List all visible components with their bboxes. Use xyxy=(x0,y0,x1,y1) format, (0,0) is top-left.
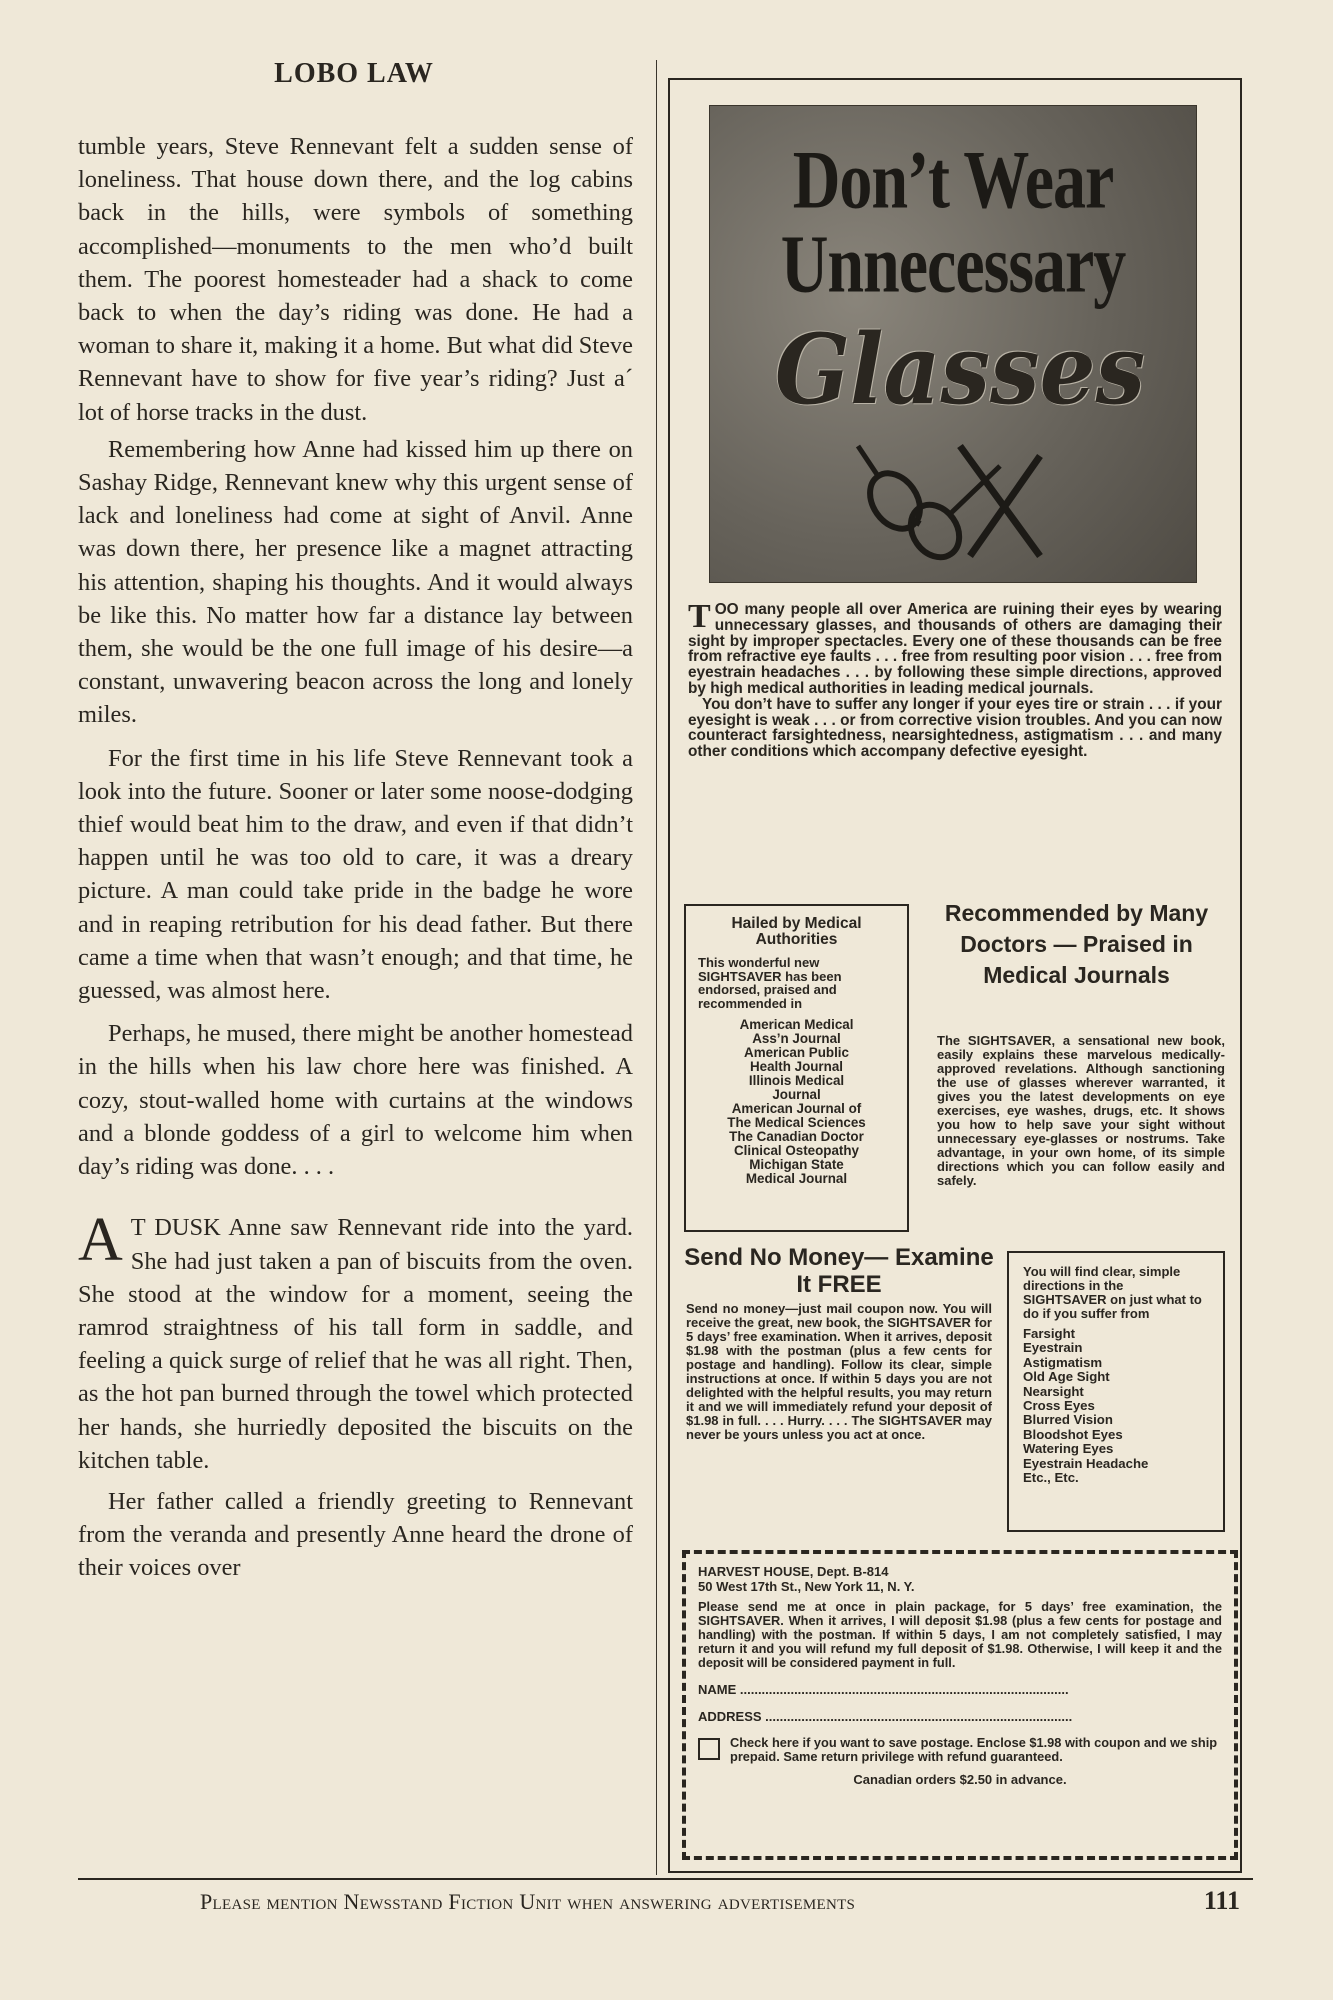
journal-item: Illinois Medical xyxy=(748,1073,845,1088)
story-paragraph-dropcap xyxy=(78,1206,633,1477)
journal-item: The Medical Sciences xyxy=(727,1115,866,1130)
story-paragraph: Remembering how Anne had kissed him up there on Sashay Ridge, Rennevant knew why this urgent sense of lack and loneliness had come at sight of Anvil. Anne was down there, her presence like a magnet attracting his attention, shaping his thoughts. And it would always be like this. No matter how far a distance lay between them, she would be the one full image of his desire—a constant, unwavering beacon across the long and lonely miles. xyxy=(78,435,633,729)
condition-item: Farsight xyxy=(1023,1326,1076,1341)
journal-item: Clinical Osteopathy xyxy=(733,1143,859,1158)
name-field[interactable]: NAME ........................................................................................... xyxy=(698,1682,1069,1697)
coupon-address: 50 West 17th St., New York 11, N. Y. xyxy=(698,1579,915,1594)
conditions-box xyxy=(1007,1251,1225,1532)
footer-note: Please mention Newsstand Fiction Unit when answering advertisements xyxy=(200,1889,856,1914)
journal-item: Michigan State xyxy=(749,1157,844,1172)
postage-option xyxy=(698,1736,1222,1764)
condition-item: Watering Eyes xyxy=(1023,1441,1114,1457)
story-column xyxy=(78,130,633,1585)
condition-item: Eyestrain Headache xyxy=(1023,1455,1149,1471)
hailed-box xyxy=(684,904,909,1232)
journal-item: Health Journal xyxy=(749,1059,843,1074)
journal-list xyxy=(698,1018,895,1186)
condition-item: Astigmatism xyxy=(1023,1354,1103,1370)
story-paragraph: For the first time in his life Steve Rennevant took a look into the future. Sooner or later some noose-dodging thief would beat him to the draw, and even if that didn’t happen until he was too old to care, it was a dreary picture. A man could take pride in the badge he wore and in reaping retribution for his dead father. But there came a time when that wasn’t enough; and that time, he guessed, was almost here. xyxy=(78,744,633,1005)
column-divider xyxy=(656,60,657,1875)
story-paragraph: Perhaps, he mused, there might be another homestead in the hills when his law chore here was finished. A cozy, stout-walled home with curtains at the windows and a blonde goddess of a girl to welcome him when day’s riding was done. . . . xyxy=(78,1020,633,1181)
banner-headline-1: Don’t Wear xyxy=(792,134,1114,226)
postage-option-text: Check here if you want to save postage. Enclose $1.98 with coupon and we ship prepaid. Same return privilege with refund guaranteed. xyxy=(730,1735,1218,1764)
journal-item: American Public xyxy=(744,1045,849,1060)
page-number: 111 xyxy=(1203,1886,1240,1915)
hailed-title: Hailed by Medical Authorities xyxy=(731,915,862,948)
hailed-description: This wonderful new SIGHTSAVER has been endorsed, praised and recommended in xyxy=(698,955,842,1011)
recommended-body: The SIGHTSAVER, a sensational new book, easily explains these marvelous medically-approved revelations. Although sanctioning the use of glasses wherever warranted, it gives you the latest developments on eye exercises, eye washes, drugs, etc. It shows you how to help save your sight without unnecessary eye-glasses or nostrums. Take advantage, in your own home, of its simple directions which you can follow easily and safely. xyxy=(937,1033,1225,1188)
address-field[interactable]: ADDRESS ..................................................................................... xyxy=(698,1709,1073,1724)
story-paragraph-text: T DUSK Anne saw Rennevant ride into the yard. She had just taken a pan of biscuits from the oven. She stood at the window for a moment, seeing the ramrod straightness of his tall form in saddle, and feeling a quick surge of relief that he was all right. Then, as the hot pan burned through the towel which protected her hands, she hurriedly deposited the biscuits on the kitchen table. xyxy=(78,1214,633,1474)
ad-drop-cap: T xyxy=(688,598,711,635)
crossed-glasses-icon xyxy=(850,426,1050,566)
ad-paragraph-text: OO many people all over America are ruining their eyes by wearing unnecessary glasses, and thousands of others are damaging their sight by improper spectacles. Every one of these thousands can be free from refractive eye faults . . . free from resulting poor vision . . . free from eyestrain headaches . . . by following these simple directions, approved by high medical authorities in leading medical journals. xyxy=(688,601,1222,697)
condition-item: Nearsight xyxy=(1023,1383,1084,1399)
ad-paragraph xyxy=(688,598,1222,697)
postage-checkbox[interactable] xyxy=(698,1738,720,1760)
conditions-intro: You will find clear, simple directions in the SIGHTSAVER on just what to do if you suffer from xyxy=(1023,1264,1202,1321)
coupon-text: Please send me at once in plain package, for 5 days’ free examination, the SIGHTSAVER. When it arrives, I will deposit $1.98 (plus a few cents for postage and handling) with the postman. If within 5 days, I am not completely satisfied, I may return it and you will refund my full deposit of $1.98. Otherwise, I will keep it and the deposit will be considered payment in full. xyxy=(698,1599,1222,1670)
running-head: LOBO LAW xyxy=(274,58,434,89)
ad-banner xyxy=(709,105,1197,583)
journal-item: Medical Journal xyxy=(745,1171,848,1186)
story-paragraph: Her father called a friendly greeting to Rennevant from the veranda and presently Anne heard the drone of their voices over xyxy=(78,1487,633,1582)
journal-item: Ass’n Journal xyxy=(752,1031,841,1046)
drop-cap: A xyxy=(78,1206,123,1275)
journal-item: Journal xyxy=(772,1087,821,1102)
send-no-money-heading: Send No Money— Examine It FREE xyxy=(684,1244,994,1298)
banner-headline-2: Unnecessary xyxy=(780,218,1126,310)
journal-item: American Medical xyxy=(739,1017,854,1032)
ad-paragraph: You don’t have to suffer any longer if your eyes tire or strain . . . if your eyesight is weak . . . or from corrective vision troubles. And you can now counteract farsightedness, nearsightedness, astigmatism . . . and many other conditions which accompany defective eyesight. xyxy=(688,695,1222,761)
condition-item: Old Age Sight xyxy=(1023,1369,1110,1385)
condition-item: Cross Eyes xyxy=(1023,1398,1095,1414)
conditions-list xyxy=(1023,1327,1209,1485)
story-paragraph: tumble years, Steve Rennevant felt a sudden sense of loneliness. That house down there, and the log cabins back in the hills, were symbols of something accomplished—monuments to the men who’d built them. The poorest homesteader had a shack to come back to when the day’s riding was done. He had a woman to share it, making it a home. But what did Steve Rennevant have to show for five year’s riding? Just a´ lot of horse tracks in the dust. xyxy=(78,133,633,426)
footer-rule xyxy=(78,1878,1253,1880)
journal-item: American Journal of xyxy=(731,1101,862,1116)
condition-item: Bloodshot Eyes xyxy=(1023,1426,1123,1442)
condition-item: Etc., Etc. xyxy=(1023,1470,1079,1486)
ad-body-copy xyxy=(688,598,1222,761)
condition-item: Eyestrain xyxy=(1023,1340,1083,1356)
journal-item: The Canadian Doctor xyxy=(729,1129,864,1144)
condition-item: Blurred Vision xyxy=(1023,1412,1113,1428)
recommended-heading: Recommended by Many Doctors — Praised in Medical Journals xyxy=(944,900,1209,988)
order-coupon xyxy=(682,1550,1238,1860)
send-no-money-body: Send no money—just mail coupon now. You will receive the great, new book, the SIGHTSAVER for 5 days’ free examination. When it arrives, deposit $1.98 with the postman (plus a few cents for postage and handling). Follow its clear, simple instructions at once. If within 5 days you are not delighted with the helpful results, you may return it and we will immediately refund your deposit of $1.98 in full. . . . Hurry. . . . The SIGHTSAVER may never be yours unless you act at once. xyxy=(686,1301,992,1442)
coupon-firm: HARVEST HOUSE, Dept. B-814 xyxy=(698,1564,889,1579)
canadian-orders-note: Canadian orders $2.50 in advance. xyxy=(853,1772,1067,1787)
banner-headline-3: Glasses xyxy=(774,311,1146,427)
